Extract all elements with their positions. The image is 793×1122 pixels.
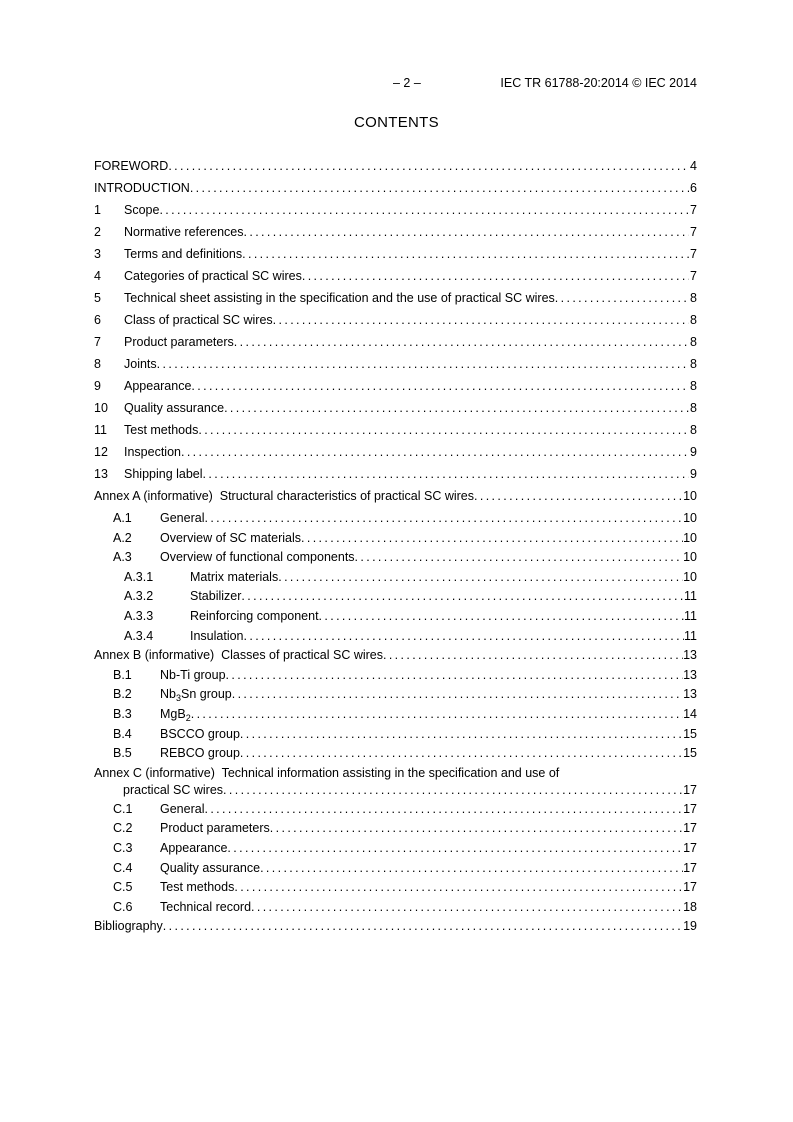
toc-label: Test methods: [124, 423, 199, 437]
dot-leader: [227, 839, 683, 857]
toc-entry-a-3-4[interactable]: [94, 627, 697, 647]
toc-number: B.3: [113, 706, 132, 721]
dot-leader: [474, 487, 683, 505]
dot-leader: [244, 627, 685, 645]
toc-label: Insulation: [190, 628, 244, 643]
toc-page: 10: [683, 550, 697, 565]
toc-number: 1: [94, 203, 101, 217]
toc-page: 17: [683, 801, 697, 816]
toc-label: Appearance: [160, 840, 228, 855]
toc-label-continued: practical SC wires: [123, 782, 224, 797]
toc-entry-clause-5[interactable]: [94, 289, 697, 311]
toc-page: 11: [684, 608, 697, 623]
toc-page: 11: [684, 628, 697, 643]
toc-label: REBCO group: [160, 746, 240, 761]
toc-number: A.3.2: [124, 589, 154, 604]
page-number: – 2 –: [393, 76, 421, 90]
toc-number: A.3.1: [124, 569, 154, 584]
toc-number: C.2: [113, 821, 133, 836]
toc-page: 11: [684, 589, 697, 604]
page-title: CONTENTS: [354, 114, 439, 131]
toc-label: Scope: [124, 203, 160, 217]
toc-entry-annex-b[interactable]: [94, 646, 697, 666]
toc-number: 3: [94, 247, 101, 261]
dot-leader: [234, 878, 683, 896]
toc-page: 7: [690, 269, 697, 283]
toc-entry-c-6[interactable]: [94, 898, 697, 918]
toc-label: Technical sheet assisting in the specification and the use of practical SC wires: [124, 291, 555, 305]
toc-entry-foreword[interactable]: [94, 157, 697, 179]
toc-entry-clause-3[interactable]: [94, 245, 697, 267]
toc-entry-a-3[interactable]: [94, 548, 697, 568]
toc-page: 18: [683, 899, 697, 914]
toc-label: Technical record: [160, 899, 252, 914]
toc-label: $Nb_3Sn$ group: [160, 687, 232, 704]
toc-number: C.6: [113, 899, 133, 914]
toc-page: 17: [683, 860, 697, 875]
toc-page: 8: [690, 401, 697, 415]
toc-number: C.1: [113, 801, 133, 816]
toc-label: BSCCO group: [160, 726, 240, 741]
toc-number: A.3.3: [124, 608, 154, 623]
dot-leader: [198, 421, 689, 439]
toc-entry-a-3-1[interactable]: [94, 568, 697, 588]
toc-entry-c-3[interactable]: [94, 839, 697, 859]
toc-number: 5: [94, 291, 101, 305]
dot-leader: [157, 355, 689, 373]
toc-label: Inspection: [124, 445, 181, 459]
toc-label: Bibliography: [94, 919, 163, 934]
toc-entry-a-3-2[interactable]: [94, 587, 697, 607]
toc-entry-annex-c[interactable]: [94, 764, 697, 800]
toc-entry-clause-11[interactable]: [94, 421, 697, 443]
toc-page: 10: [683, 489, 697, 503]
toc-label: Nb-Ti group: [160, 667, 226, 682]
toc-number: A.2: [113, 530, 132, 545]
toc-page: 8: [690, 313, 697, 327]
toc-number: 7: [94, 335, 101, 349]
toc-entry-clause-2[interactable]: [94, 223, 697, 245]
toc-entry-a-3-3[interactable]: [94, 607, 697, 627]
dot-leader: [204, 509, 683, 527]
toc-label: General: [160, 801, 205, 816]
dot-leader: [190, 179, 689, 197]
toc-entry-b-3[interactable]: [94, 705, 697, 725]
toc-page: 8: [690, 335, 697, 349]
toc-page: 10: [683, 530, 697, 545]
toc-number: 2: [94, 225, 101, 239]
toc-label: Matrix materials: [190, 569, 279, 584]
toc-number: B.2: [113, 687, 132, 702]
toc-entry-b-4[interactable]: [94, 725, 697, 745]
dot-leader: [244, 223, 690, 241]
toc-entry-a-1[interactable]: [94, 509, 697, 529]
toc-page: 9: [690, 467, 697, 481]
toc-page: 17: [683, 880, 697, 895]
toc-entry-clause-1[interactable]: [94, 201, 697, 223]
dot-leader: [301, 529, 683, 547]
dot-leader: [383, 646, 683, 664]
dot-leader: [191, 705, 683, 723]
toc-page: 17: [683, 782, 697, 797]
dot-leader: [260, 859, 683, 877]
toc-number: 13: [94, 467, 108, 481]
toc-entry-b-2[interactable]: [94, 685, 697, 705]
toc-label: Stabilizer: [190, 589, 242, 604]
toc-label: Class of practical SC wires: [124, 313, 273, 327]
toc-entry-c-4[interactable]: [94, 859, 697, 879]
page-header: [94, 76, 697, 94]
toc-page: 8: [690, 291, 697, 305]
toc-page: 13: [683, 667, 697, 682]
dot-leader: [163, 917, 683, 935]
toc-number: C.4: [113, 860, 133, 875]
toc-number: A.1: [113, 511, 132, 525]
toc-label: Normative references: [124, 225, 244, 239]
dot-leader: [242, 245, 689, 263]
toc-entry-c-5[interactable]: [94, 878, 697, 898]
toc-entry-clause-9[interactable]: [94, 377, 697, 399]
toc-number: B.1: [113, 667, 132, 682]
dot-leader: [191, 377, 689, 395]
toc-page: 6: [690, 181, 697, 195]
toc-entry-clause-6[interactable]: [94, 311, 697, 333]
toc-number: B.5: [113, 746, 132, 761]
toc-entry-clause-8[interactable]: [94, 355, 697, 377]
toc-number: 9: [94, 379, 101, 393]
dot-leader: [273, 311, 689, 329]
toc-label: Product parameters: [160, 821, 270, 836]
toc-page: 8: [690, 379, 697, 393]
dot-leader: [204, 800, 683, 818]
toc-number: 8: [94, 357, 101, 371]
dot-leader: [203, 465, 689, 483]
toc-entry-b-1[interactable]: [94, 666, 697, 686]
toc-entry-annex-a[interactable]: [94, 487, 697, 509]
toc-page: 10: [683, 511, 697, 525]
toc-entry-introduction[interactable]: [94, 179, 697, 201]
dot-leader: [240, 725, 683, 743]
toc-label: FOREWORD: [94, 159, 169, 173]
dot-leader: [251, 898, 683, 916]
table-of-contents: [94, 157, 697, 937]
toc-entry-c-2[interactable]: [94, 819, 697, 839]
toc-page: 8: [690, 357, 697, 371]
toc-number: C.3: [113, 840, 133, 855]
standard-reference: IEC TR 61788-20:2014 © IEC 2014: [500, 76, 697, 90]
dot-leader: [270, 819, 683, 837]
dot-leader: [241, 587, 684, 605]
toc-page: 8: [690, 423, 697, 437]
dot-leader: [224, 399, 689, 417]
toc-label: Shipping label: [124, 467, 203, 481]
toc-number: 12: [94, 445, 108, 459]
toc-label: MgB$_2$: [160, 706, 191, 723]
toc-page: 13: [683, 687, 697, 702]
toc-number: 10: [94, 401, 108, 415]
toc-page: 7: [690, 225, 697, 239]
toc-number: 4: [94, 269, 101, 283]
toc-page: 15: [683, 726, 697, 741]
toc-page: 10: [683, 569, 697, 584]
toc-entry-clause-13[interactable]: [94, 465, 697, 487]
toc-number: B.4: [113, 726, 132, 741]
toc-label: Overview of functional components: [160, 550, 355, 565]
toc-label: Annex C (informative) Technical information assisting in the specification and use of: [94, 765, 560, 780]
toc-label: Annex A (informative) Structural characteristics of practical SC wires: [94, 489, 474, 503]
dot-leader: [319, 607, 684, 625]
toc-label: Quality assurance: [160, 860, 261, 875]
toc-number: 11: [94, 423, 107, 437]
dot-leader: [168, 157, 689, 175]
toc-label: Categories of practical SC wires: [124, 269, 302, 283]
toc-entry-clause-10[interactable]: [94, 399, 697, 421]
toc-page: 13: [683, 648, 697, 663]
dot-leader: [234, 333, 689, 351]
toc-number: 6: [94, 313, 101, 327]
dot-leader: [226, 666, 684, 684]
toc-page: 17: [683, 840, 697, 855]
toc-label: Product parameters: [124, 335, 234, 349]
toc-label: Test methods: [160, 880, 235, 895]
dot-leader: [555, 289, 689, 307]
toc-label: Quality assurance: [124, 401, 225, 415]
dot-leader: [223, 781, 683, 799]
toc-page: 19: [683, 919, 697, 934]
dot-leader: [181, 443, 689, 461]
toc-label: Terms and definitions: [124, 247, 243, 261]
toc-page: 14: [683, 706, 697, 721]
toc-entry-c-1[interactable]: [94, 800, 697, 820]
toc-entry-clause-12[interactable]: [94, 443, 697, 465]
toc-entry-clause-7[interactable]: [94, 333, 697, 355]
toc-page: 9: [690, 445, 697, 459]
toc-label: Joints: [124, 357, 157, 371]
toc-label: INTRODUCTION: [94, 181, 190, 195]
dot-leader: [159, 201, 689, 219]
dot-leader: [355, 548, 684, 566]
toc-label: Reinforcing component: [190, 608, 319, 623]
dot-leader: [240, 744, 683, 762]
toc-label: General: [160, 511, 205, 525]
toc-number: C.5: [113, 880, 133, 895]
toc-page: 17: [683, 821, 697, 836]
toc-number: A.3: [113, 550, 132, 565]
toc-entry-a-2[interactable]: [94, 529, 697, 549]
toc-page: 15: [683, 746, 697, 761]
toc-page: 7: [690, 247, 697, 261]
toc-label: Appearance: [124, 379, 192, 393]
dot-leader: [232, 685, 683, 703]
dot-leader: [302, 267, 689, 285]
toc-number: A.3.4: [124, 628, 154, 643]
toc-entry-clause-4[interactable]: [94, 267, 697, 289]
dot-leader: [278, 568, 683, 586]
toc-label: Annex B (informative) Classes of practical SC wires: [94, 648, 383, 663]
toc-entry-b-5[interactable]: [94, 744, 697, 764]
toc-label: Overview of SC materials: [160, 530, 302, 545]
toc-page: 4: [690, 159, 697, 173]
toc-entry-bibliography[interactable]: [94, 917, 697, 937]
toc-page: 7: [690, 203, 697, 217]
